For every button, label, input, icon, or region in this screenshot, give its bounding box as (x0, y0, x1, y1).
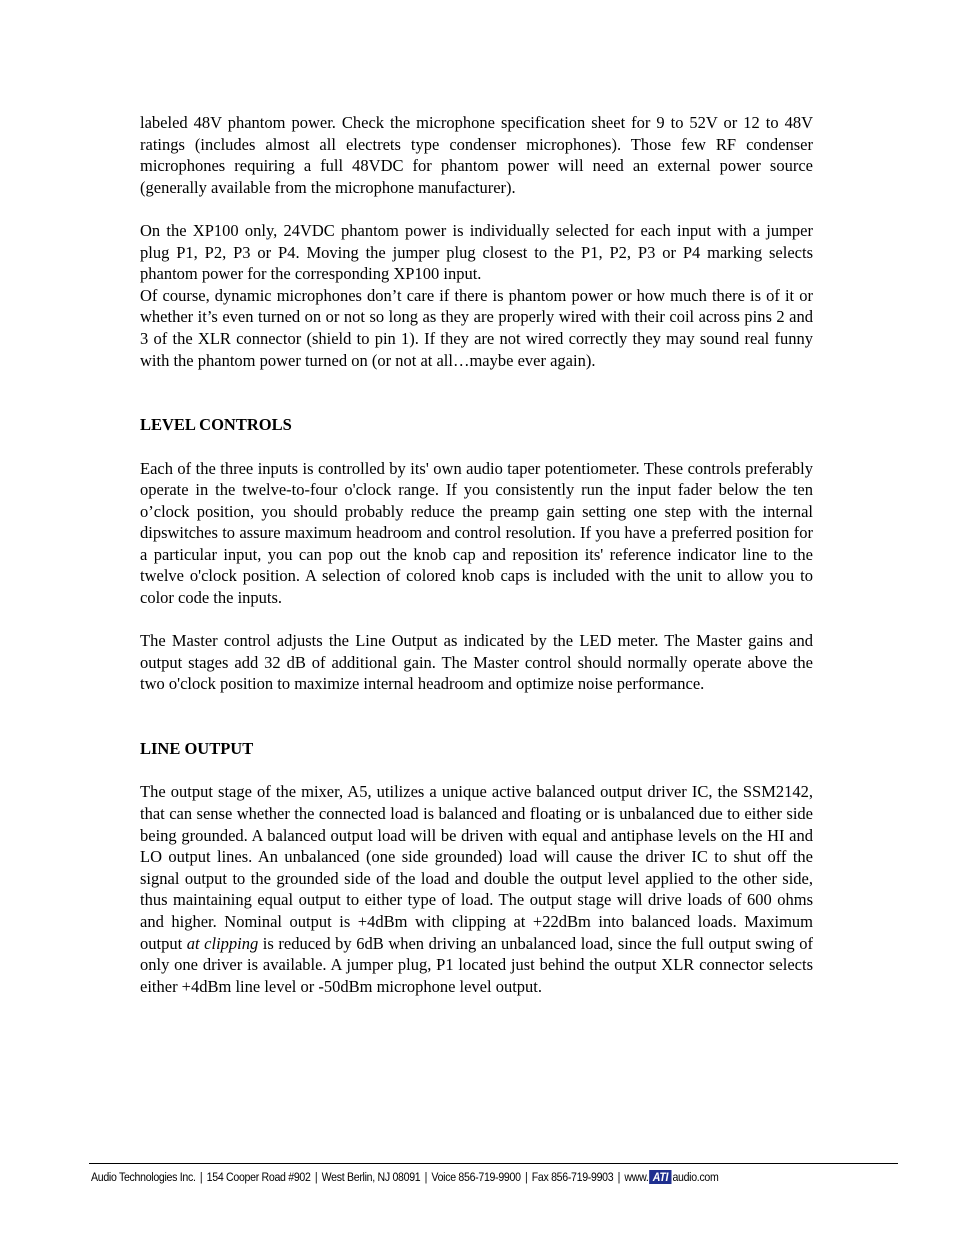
line-output-text-1: The output stage of the mixer, A5, utilizes a unique active balanced output driver IC, the SSM2142, that can sense whether the connected load is balanced and floating or is unbalanced due to either side being grounded. A balanced output load will be driven with equal and antiphase levels on the HI and LO output lines. An unbalanced (one side grounded) load will cause the driver IC to shut off the signal output to the grounded side of the load and double the output level applied to the other side, thus maintaining equal output to either type of load. The output stage will drive loads of 600 ohms and higher. Nominal output is +4dBm with clipping at +22dBm into balanced loads. Maximum output (140, 782, 813, 953)
paragraph-phantom-ratings: labeled 48V phantom power. Check the microphone specification sheet for 9 to 52V or 12 to 48V ratings (includes almost all electrets type condenser microphones). Those few RF condenser microphones requiring a full 48VDC for phantom power will need an external power source (generally available from the microphone manufacturer). (140, 113, 813, 197)
footer-website[interactable] (624, 1170, 718, 1184)
footer-url-prefix: www. (624, 1170, 649, 1184)
footer-divider (89, 1163, 898, 1164)
footer-city: West Berlin, NJ 08091 (321, 1170, 421, 1184)
paragraph-master-control: The Master control adjusts the Line Output as indicated by the LED meter. The Master gains and output stages add 32 dB of additional gain. The Master control should normally operate above the two o'clock position to maximize internal headroom and optimize noise performance. (140, 631, 813, 694)
heading-level-controls: LEVEL CONTROLS (140, 415, 292, 435)
footer-separator: | (314, 1170, 318, 1184)
footer-separator: | (524, 1170, 528, 1184)
ati-logo-icon: ATI (649, 1170, 671, 1184)
document-body (140, 112, 813, 997)
footer-separator: | (424, 1170, 428, 1184)
footer-fax: Fax 856-719-9903 (531, 1170, 614, 1184)
paragraph-xp100-jumper: On the XP100 only, 24VDC phantom power is individually selected for each input with a jumper plug P1, P2, P3 or P4. Moving the jumper plug closest to the P1, P2, P3 or P4 marking selects phantom power for the corresponding XP100 input. (140, 220, 813, 284)
paragraph-level-controls: Each of the three inputs is controlled by its' own audio taper potentiometer. These controls preferably operate in the twelve-to-four o'clock range. If you consistently run the input fader below the ten o’clock position, you should probably reduce the preamp gain setting one step with the internal dipswitches to assure maximum headroom and control resolution. If you have a preferred position for a particular input, you can pop out the knob cap and reposition its' reference indicator line to the twelve o'clock position. A selection of colored knob caps is included with the unit to allow you to color code the inputs. (140, 458, 813, 608)
footer-voice: Voice 856-719-9900 (431, 1170, 521, 1184)
footer-separator: | (199, 1170, 203, 1184)
paragraph-dynamic-mics: Of course, dynamic microphones don’t care if there is phantom power or how much there is of it or whether it’s even turned on or not so long as they are properly wired with their coil across pins 2 and 3 of the XLR connector (shield to pin 1). If they are not wired correctly they may sound real funny with the phantom power turned on (or not at all…maybe ever again). (140, 285, 813, 370)
footer-company: Audio Technologies Inc. (91, 1170, 196, 1184)
page-footer (91, 1170, 788, 1184)
line-output-emphasis: at clipping (186, 933, 259, 953)
footer-address: 154 Cooper Road #902 (206, 1170, 311, 1184)
heading-line-output: LINE OUTPUT (140, 739, 254, 759)
footer-url-suffix: audio.com (672, 1170, 719, 1184)
line-output-text-2: is reduced by 6dB when driving an unbalanced load, since the full output swing of only one driver is available. A jumper plug, P1 located just behind the output XLR connector selects either +4dBm line level or -50dBm microphone level output. (140, 933, 813, 996)
footer-separator: | (617, 1170, 621, 1184)
paragraph-line-output (140, 781, 813, 997)
